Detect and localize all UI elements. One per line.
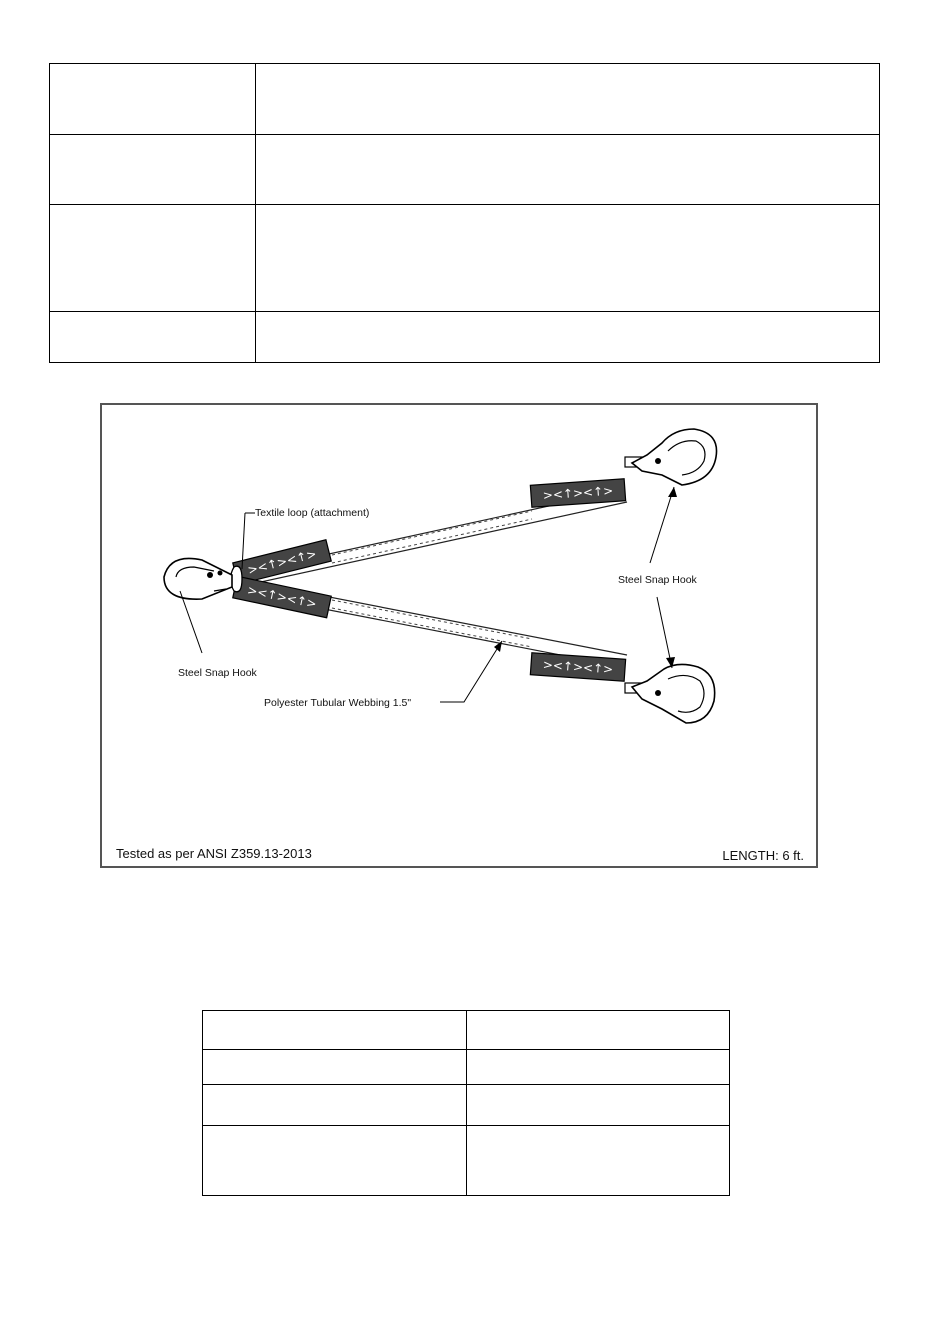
left-snap-hook bbox=[164, 558, 232, 599]
table-cell-value bbox=[256, 205, 880, 312]
table-row bbox=[203, 1085, 730, 1126]
table-cell-label bbox=[50, 205, 256, 312]
lanyard-drawing bbox=[102, 405, 816, 866]
standard-note: Tested as per ANSI Z359.13-2013 bbox=[116, 846, 312, 861]
specification-table-bottom bbox=[202, 1010, 730, 1196]
lower-right-sleeve bbox=[530, 653, 625, 682]
webbing-label: Polyester Tubular Webbing 1.5" bbox=[264, 697, 412, 709]
textile-loop-label: Textile loop (attachment) bbox=[255, 507, 370, 519]
table-cell-value bbox=[256, 312, 880, 363]
table-row bbox=[50, 135, 880, 205]
table-row bbox=[50, 312, 880, 363]
upper-right-snap-hook bbox=[625, 429, 717, 485]
table-row bbox=[50, 205, 880, 312]
table-cell bbox=[466, 1050, 730, 1085]
table-cell bbox=[466, 1126, 730, 1196]
table-row bbox=[50, 64, 880, 135]
lower-left-sleeve bbox=[233, 576, 331, 617]
snap-hook-label-right: Steel Snap Hook bbox=[618, 574, 697, 586]
table-cell bbox=[203, 1011, 467, 1050]
specification-table-top bbox=[49, 63, 880, 363]
svg-text:><↑><↑>: ><↑><↑> bbox=[542, 483, 614, 503]
lanyard-diagram bbox=[100, 403, 818, 868]
table-cell-value bbox=[256, 64, 880, 135]
table-cell bbox=[203, 1050, 467, 1085]
table-cell-label bbox=[50, 64, 256, 135]
length-note: LENGTH: 6 ft. bbox=[722, 848, 804, 863]
table-cell-label bbox=[50, 135, 256, 205]
table-row bbox=[203, 1050, 730, 1085]
table-cell bbox=[466, 1085, 730, 1126]
lower-right-snap-hook bbox=[625, 664, 715, 723]
table-cell-label bbox=[50, 312, 256, 363]
upper-right-sleeve bbox=[530, 479, 625, 508]
snap-hook-label-left: Steel Snap Hook bbox=[178, 667, 257, 679]
table-cell bbox=[203, 1085, 467, 1126]
table-cell bbox=[203, 1126, 467, 1196]
table-cell-value bbox=[256, 135, 880, 205]
table-row bbox=[203, 1126, 730, 1196]
svg-text:><↑><↑>: ><↑><↑> bbox=[246, 546, 318, 578]
table-row bbox=[203, 1011, 730, 1050]
svg-text:><↑><↑>: ><↑><↑> bbox=[542, 657, 614, 677]
table-cell bbox=[466, 1011, 730, 1050]
svg-text:><↑><↑>: ><↑><↑> bbox=[246, 582, 318, 612]
